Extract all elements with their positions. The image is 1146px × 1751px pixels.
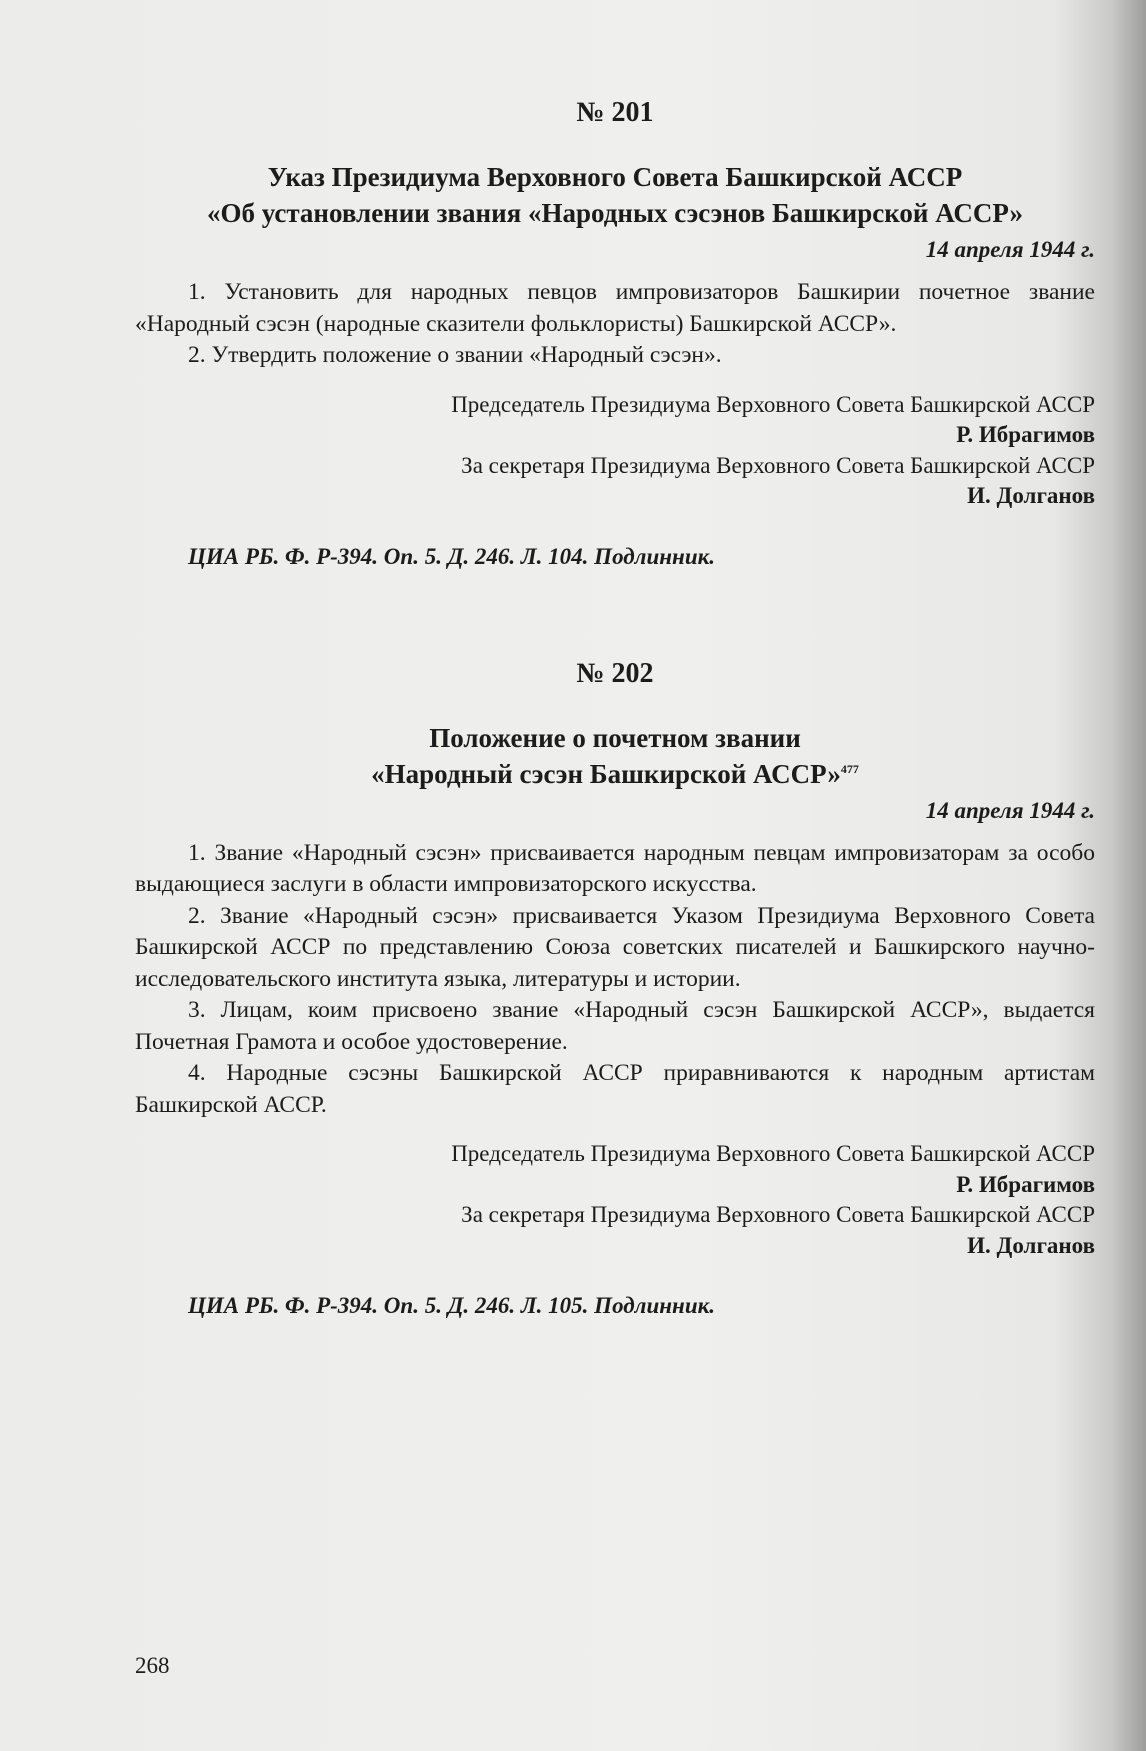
signatory-name: И. Долганов	[967, 1232, 1095, 1258]
document-202	[135, 656, 1095, 1322]
paragraph: 2. Звание «Народный сэсэн» присваивается Указом Президиума Верховного Совета Башкирской АССР по представлению Союза советских писателей и Башкирского научно-исследовательского института языка, литературы и истории.	[135, 902, 1095, 992]
document-title	[135, 159, 1095, 231]
title-line-1: Положение о почетном звании	[429, 722, 801, 753]
footnote-marker[interactable]: 477	[840, 761, 859, 776]
signature-block	[135, 1139, 1095, 1261]
document-number: № 202	[576, 657, 654, 689]
paragraph: 1. Звание «Народный сэсэн» присваивается народным певцам импровизаторам за особо выдающиеся заслуги в области импровизаторского искусства.	[135, 839, 1095, 897]
paragraph: 3. Лицам, коим присвоено звание «Народный сэсэн Башкирской АССР», выдается Почетная Грамота и особое удостоверение.	[135, 997, 1095, 1055]
document-201	[135, 95, 1095, 572]
signatory-title: Председатель Президиума Верховного Совета Башкирской АССР	[451, 1141, 1095, 1166]
paragraph: 2. Утвердить положение о звании «Народный сэсэн».	[188, 342, 722, 368]
title-line-2: «Об установлении звания «Народных сэсэнов Башкирской АССР»	[206, 198, 1024, 228]
document-date: 14 апреля 1944 г.	[925, 237, 1095, 262]
paragraph: 1. Установить для народных певцов импровизаторов Башкирии почетное звание «Народный сэсэн (народные сказители фольклористы) Башкирской АССР».	[135, 279, 1095, 337]
signatory-name: И. Долганов	[967, 483, 1095, 508]
signatory-title: За секретаря Президиума Верховного Совета Башкирской АССР	[461, 452, 1095, 478]
paragraph: 4. Народные сэсэны Башкирской АССР приравниваются к народным артистам Башкирской АССР.	[135, 1060, 1095, 1118]
title-line-2: «Народный сэсэн Башкирской АССР»	[371, 758, 841, 789]
signature-block	[135, 390, 1095, 512]
signatory-name: Р. Ибрагимов	[956, 422, 1095, 447]
document-date: 14 апреля 1944 г.	[925, 797, 1095, 823]
page-content	[135, 95, 1095, 1321]
signatory-title: Председатель Президиума Верховного Совета Башкирской АССР	[451, 391, 1095, 417]
page-number: 268	[135, 1653, 170, 1678]
signatory-title: За секретаря Президиума Верховного Совета Башкирской АССР	[461, 1202, 1095, 1227]
document-title	[135, 720, 1095, 792]
signatory-name: Р. Ибрагимов	[956, 1171, 1095, 1197]
document-number: № 201	[576, 97, 654, 128]
title-line-1: Указ Президиума Верховного Совета Башкирской АССР	[267, 162, 963, 192]
archive-reference: ЦИА РБ. Ф. Р-394. Оп. 5. Д. 246. Л. 105. Подлинник.	[188, 1293, 716, 1318]
archive-reference: ЦИА РБ. Ф. Р-394. Оп. 5. Д. 246. Л. 104. Подлинник.	[188, 543, 716, 569]
